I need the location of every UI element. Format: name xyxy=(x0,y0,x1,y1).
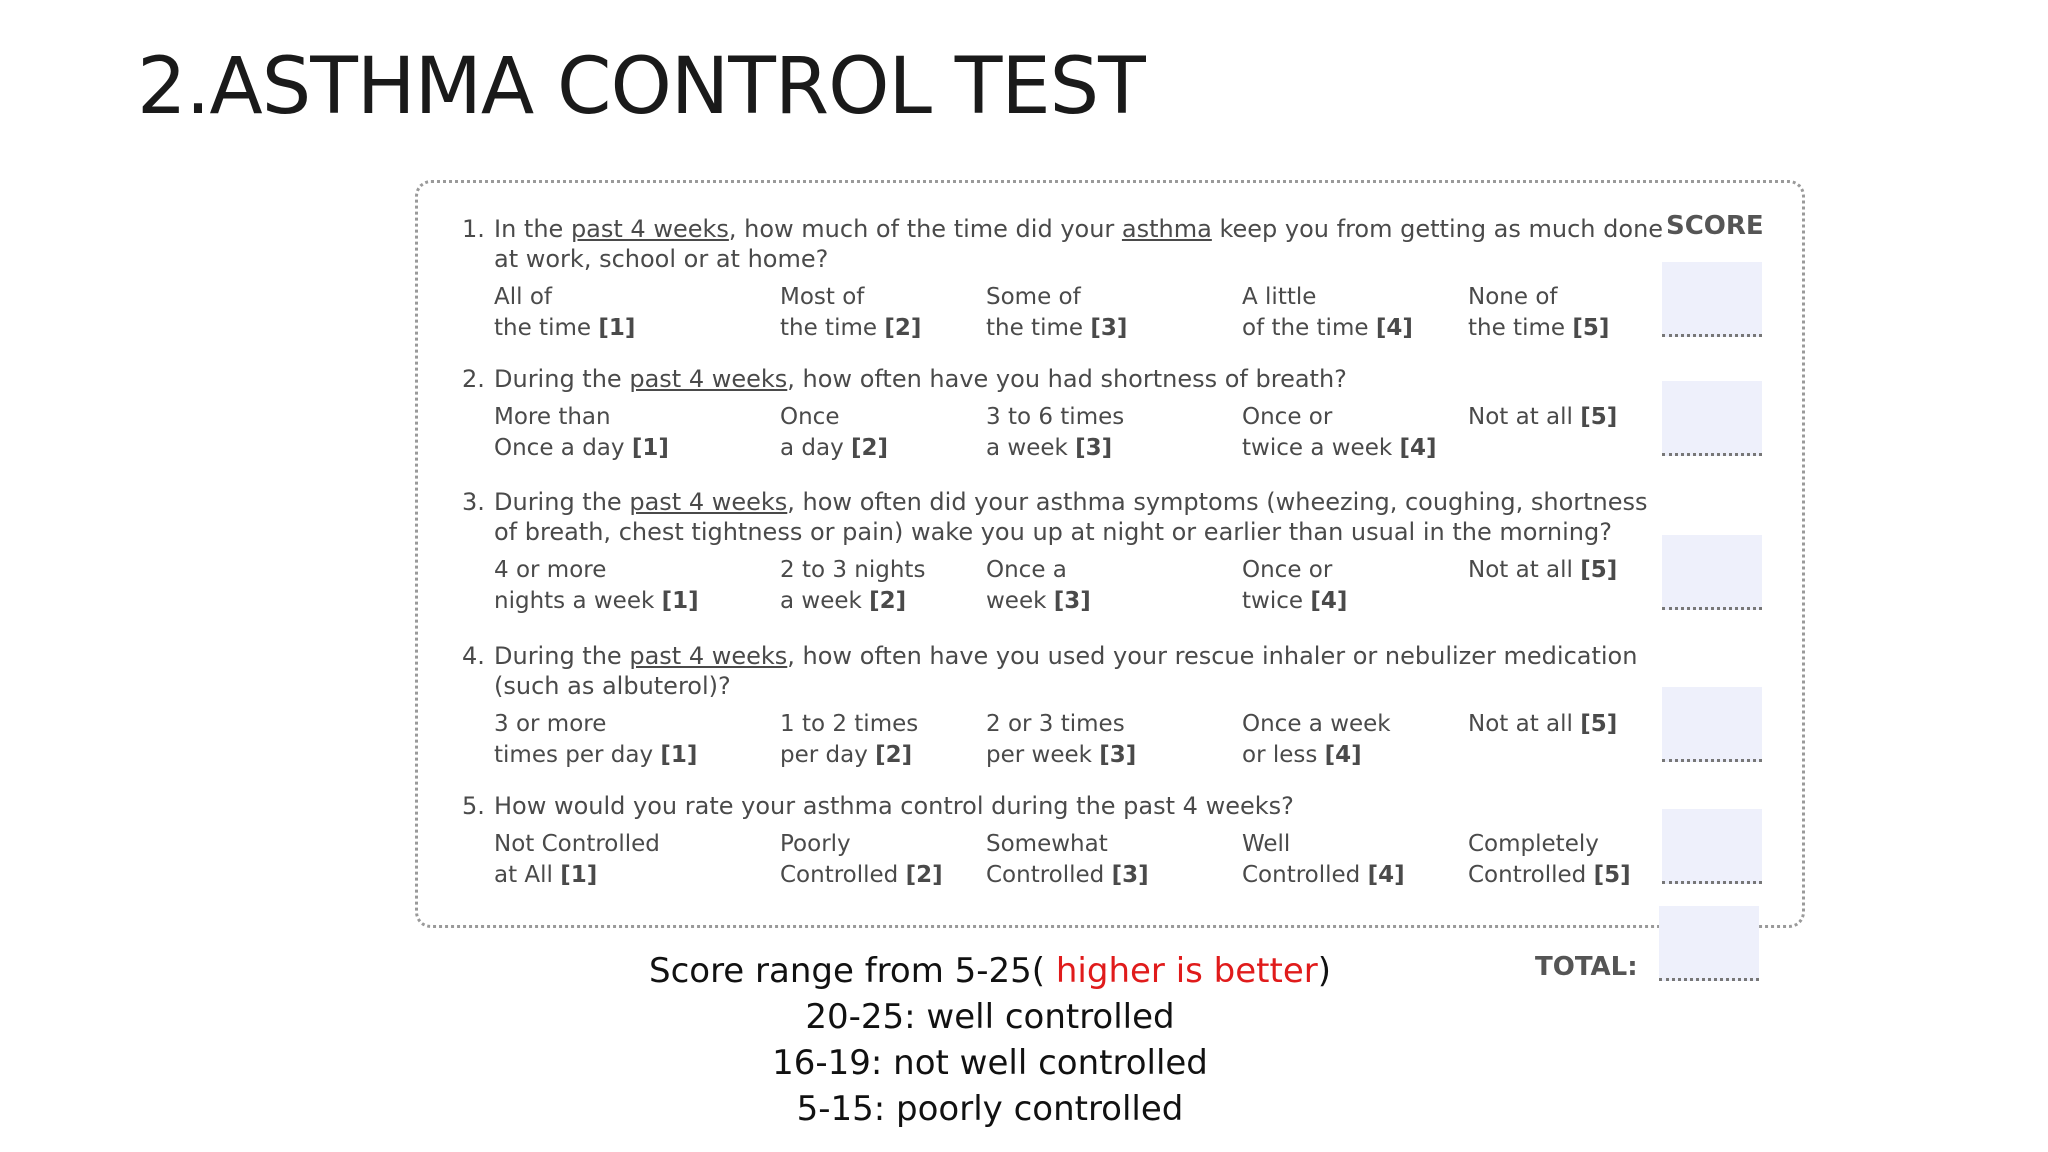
legend-not-well-controlled: 16-19: not well controlled xyxy=(772,1043,1208,1083)
option-line-1: 4 or more xyxy=(494,557,607,583)
option-line-1: Some of xyxy=(986,284,1081,310)
option-score: [2] xyxy=(884,315,922,341)
option-line-2: Once a day xyxy=(494,435,625,461)
option-score: [4] xyxy=(1375,315,1413,341)
option-score: [2] xyxy=(905,862,943,888)
question-text-underlined: past 4 weeks xyxy=(570,215,729,243)
option-line-2: nights a week xyxy=(494,588,655,614)
answer-option-3[interactable] xyxy=(954,709,1136,771)
question-number: 3. xyxy=(462,488,485,516)
answer-option-3[interactable] xyxy=(954,829,1149,891)
option-score: [5] xyxy=(1580,711,1618,737)
option-line-2: times per day xyxy=(494,742,654,768)
option-line-2: the time xyxy=(494,315,592,341)
option-score: [3] xyxy=(1099,742,1137,768)
answer-option-4[interactable] xyxy=(1210,282,1413,344)
question-text-underlined: past 4 weeks xyxy=(629,365,788,393)
score-input-q2[interactable] xyxy=(1662,381,1762,456)
score-column-header: SCORE xyxy=(1666,211,1764,241)
option-line-1: 2 to 3 nights xyxy=(780,557,926,583)
option-line-1: 3 or more xyxy=(494,711,607,737)
option-line-1: Completely xyxy=(1468,831,1599,857)
option-score: [2] xyxy=(875,742,913,768)
option-line-2: or less xyxy=(1242,742,1318,768)
answer-options xyxy=(462,829,1702,893)
slide-title: 2.ASTHMA CONTROL TEST xyxy=(137,42,1145,132)
answer-option-4[interactable] xyxy=(1210,709,1391,771)
question-text-part: During the xyxy=(494,642,630,670)
option-line-1: Not at all xyxy=(1468,711,1573,737)
score-range-prefix: Score range from 5-25( xyxy=(649,951,1056,991)
answer-options xyxy=(462,282,1702,346)
option-line-1: Once a week xyxy=(1242,711,1391,737)
answer-option-4[interactable] xyxy=(1210,402,1437,464)
option-line-1: Not at all xyxy=(1468,557,1573,583)
question-4 xyxy=(462,641,1702,773)
answer-option-3[interactable] xyxy=(954,555,1091,617)
answer-option-2[interactable] xyxy=(748,829,943,891)
option-score: [1] xyxy=(560,862,598,888)
answer-option-1[interactable] xyxy=(462,709,697,771)
option-line-2: Controlled xyxy=(1468,862,1587,888)
question-text xyxy=(462,641,1674,701)
option-line-2: twice a week xyxy=(1242,435,1393,461)
option-score: [3] xyxy=(1111,862,1149,888)
option-score: [2] xyxy=(869,588,907,614)
question-5 xyxy=(462,791,1702,893)
option-score: [4] xyxy=(1324,742,1362,768)
score-input-q4[interactable] xyxy=(1662,687,1762,762)
option-score: [4] xyxy=(1399,435,1437,461)
option-score: [5] xyxy=(1593,862,1631,888)
score-range-line xyxy=(600,948,1380,994)
option-line-2: Controlled xyxy=(780,862,899,888)
question-text xyxy=(462,487,1674,547)
score-legend xyxy=(600,948,1380,1132)
option-line-2: per day xyxy=(780,742,868,768)
question-text-part: In the xyxy=(494,215,571,243)
answer-option-5[interactable] xyxy=(1436,402,1617,433)
question-number: 1. xyxy=(462,215,485,243)
option-score: [3] xyxy=(1053,588,1091,614)
option-score: [5] xyxy=(1580,557,1618,583)
option-score: [5] xyxy=(1580,404,1618,430)
question-3 xyxy=(462,487,1702,619)
answer-option-5[interactable] xyxy=(1436,829,1631,891)
question-text-part: , how often have you had shortness of breath? xyxy=(787,365,1347,393)
option-score: [5] xyxy=(1572,315,1610,341)
asthma-control-test-form xyxy=(415,180,1805,928)
option-line-1: None of xyxy=(1468,284,1558,310)
option-line-1: Once xyxy=(780,404,840,430)
option-line-1: More than xyxy=(494,404,611,430)
answer-option-1[interactable] xyxy=(462,555,699,617)
answer-option-2[interactable] xyxy=(748,709,918,771)
answer-option-2[interactable] xyxy=(748,282,921,344)
question-number: 4. xyxy=(462,642,485,670)
option-line-1: A little xyxy=(1242,284,1317,310)
question-text-part: , how often did your asthma symptoms (wheezing, coughing, shortness of breath, chest tightness or pain) wake you up at night or earlier than usual in the morning? xyxy=(494,488,1648,546)
option-score: [1] xyxy=(598,315,636,341)
question-number: 2. xyxy=(462,365,485,393)
question-text-underlined: past 4 weeks xyxy=(629,488,788,516)
answer-option-5[interactable] xyxy=(1436,709,1617,740)
option-line-1: Once or xyxy=(1242,557,1333,583)
legend-well-controlled: 20-25: well controlled xyxy=(805,997,1175,1037)
option-line-1: Well xyxy=(1242,831,1291,857)
option-score: [4] xyxy=(1310,588,1348,614)
question-text xyxy=(462,214,1674,274)
option-line-2: a day xyxy=(780,435,844,461)
option-line-2: the time xyxy=(1468,315,1566,341)
answer-option-1[interactable] xyxy=(462,282,635,344)
option-line-1: All of xyxy=(494,284,552,310)
question-text-part: How would you rate your asthma control during the past 4 weeks? xyxy=(494,792,1294,820)
score-input-q3[interactable] xyxy=(1662,535,1762,610)
option-line-2: the time xyxy=(780,315,878,341)
question-2 xyxy=(462,364,1702,466)
option-line-1: Somewhat xyxy=(986,831,1108,857)
option-score: [4] xyxy=(1367,862,1405,888)
question-text-part: , how much of the time did your xyxy=(728,215,1122,243)
option-score: [1] xyxy=(661,588,699,614)
question-text-underlined: asthma xyxy=(1121,215,1212,243)
option-line-2: twice xyxy=(1242,588,1304,614)
question-text-underlined: past 4 weeks xyxy=(629,642,788,670)
answer-option-3[interactable] xyxy=(954,402,1124,464)
answer-option-3[interactable] xyxy=(954,282,1127,344)
answer-option-1[interactable] xyxy=(462,402,669,464)
option-line-2: week xyxy=(986,588,1047,614)
option-line-2: Controlled xyxy=(986,862,1105,888)
answer-option-2[interactable] xyxy=(748,402,888,464)
option-line-1: 1 to 2 times xyxy=(780,711,919,737)
answer-option-4[interactable] xyxy=(1210,555,1347,617)
score-range-highlight: higher is better xyxy=(1055,951,1318,991)
question-text-part: , how often have you used your rescue inhaler or nebulizer medication (such as albuterol)? xyxy=(494,642,1638,700)
option-line-2: at All xyxy=(494,862,553,888)
answer-options xyxy=(462,709,1702,773)
option-line-1: Most of xyxy=(780,284,865,310)
question-text xyxy=(462,791,1674,821)
option-line-2: Controlled xyxy=(1242,862,1361,888)
answer-option-4[interactable] xyxy=(1210,829,1405,891)
option-line-2: a week xyxy=(780,588,862,614)
legend-poorly-controlled: 5-15: poorly controlled xyxy=(796,1089,1184,1129)
option-line-2: per week xyxy=(986,742,1092,768)
question-number: 5. xyxy=(462,792,485,820)
question-1 xyxy=(462,214,1702,346)
total-score-input[interactable] xyxy=(1659,906,1759,981)
option-score: [3] xyxy=(1075,435,1113,461)
option-line-1: Not at all xyxy=(1468,404,1573,430)
question-text-part: keep you from getting as much done at work, school or at home? xyxy=(494,215,1664,273)
question-text-part: During the xyxy=(494,365,630,393)
total-label: TOTAL: xyxy=(1535,952,1638,982)
score-range-suffix: ) xyxy=(1317,951,1331,991)
score-input-q1[interactable] xyxy=(1662,262,1762,337)
option-line-1: 3 to 6 times xyxy=(986,404,1125,430)
question-text-part: During the xyxy=(494,488,630,516)
option-line-2: a week xyxy=(986,435,1068,461)
answer-option-5[interactable] xyxy=(1436,282,1609,344)
score-input-q5[interactable] xyxy=(1662,809,1762,884)
answer-option-5[interactable] xyxy=(1436,555,1617,586)
option-score: [2] xyxy=(851,435,889,461)
question-text xyxy=(462,364,1674,394)
answer-options xyxy=(462,402,1702,466)
option-line-1: 2 or 3 times xyxy=(986,711,1125,737)
option-score: [3] xyxy=(1090,315,1128,341)
answer-option-1[interactable] xyxy=(462,829,660,891)
option-score: [1] xyxy=(631,435,669,461)
option-line-2: of the time xyxy=(1242,315,1369,341)
option-line-1: Not Controlled xyxy=(494,831,660,857)
answer-option-2[interactable] xyxy=(748,555,925,617)
option-score: [1] xyxy=(660,742,698,768)
option-line-1: Poorly xyxy=(780,831,851,857)
answer-options xyxy=(462,555,1702,619)
option-line-1: Once or xyxy=(1242,404,1333,430)
option-line-2: the time xyxy=(986,315,1084,341)
option-line-1: Once a xyxy=(986,557,1067,583)
